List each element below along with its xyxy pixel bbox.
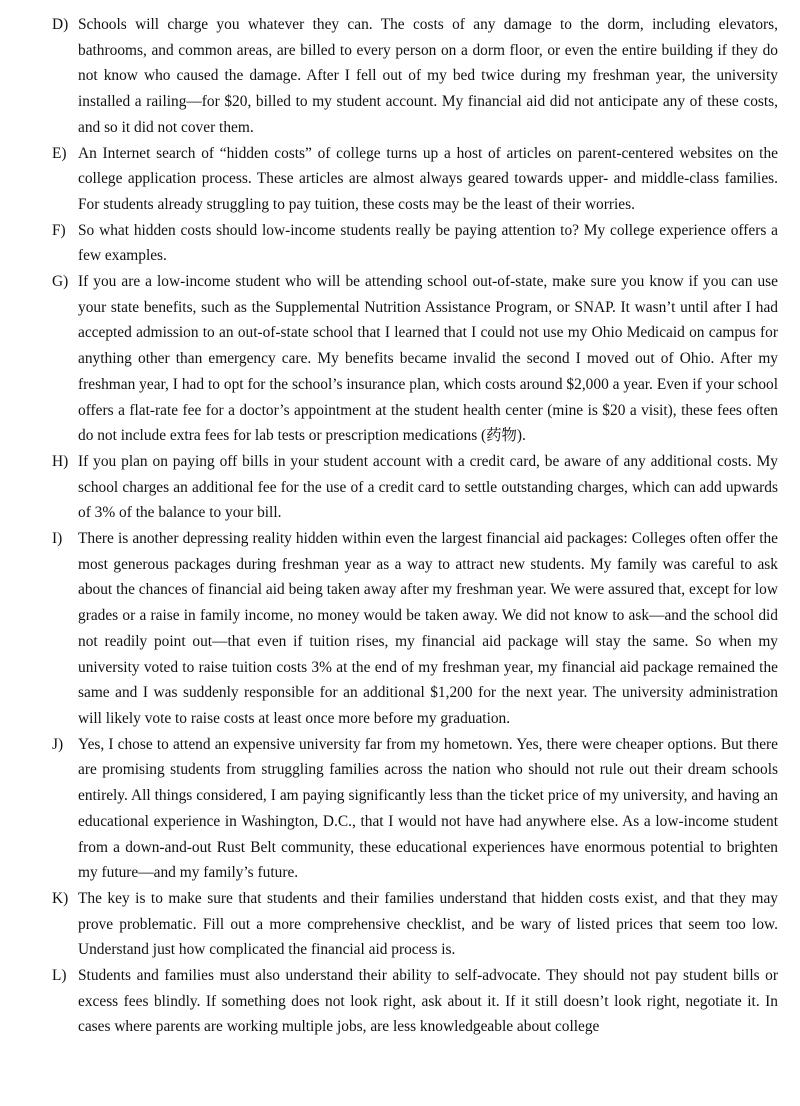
paragraph-text: There is another depressing reality hidden within even the largest financial aid packages: Colleges often offer the most generous packages during freshman year as a way to attract new students. My family was careful to ask about the chances of financial aid being taken away after my freshman year. We were assured that, except for low grades or a raise in family income, no money would be taken away. We did not know to ask—and the school did not readily point out—that even if tuition rises, my financial aid package will stay the same. So when my university voted to raise tuition costs 3% at the end of my freshman year, my financial aid package remained the same and I was suddenly responsible for an additional $1,200 for the next year. The university administration will likely vote to raise costs at least once more before my graduation.: [78, 530, 778, 727]
paragraph-label: D): [52, 16, 69, 33]
paragraph-label: K): [52, 889, 69, 907]
paragraph-j: [52, 732, 778, 886]
paragraph-d: [52, 12, 778, 141]
paragraph-text: Yes, I chose to attend an expensive university far from my hometown. Yes, there were cheaper options. But there are promising students from struggling families across the nation who should not rule out their dream schools entirely. All things considered, I am paying significantly less than the ticket price of my university, and having an educational experience in Washington, D.C., that I would not have had anywhere else. As a low-income student from a down-and-out Rust Belt community, these educational experiences have enormous potential to brighten my future—and my family’s future.: [78, 735, 778, 882]
paragraph-label: J): [52, 735, 64, 753]
paragraph-text: So what hidden costs should low-income students really be paying attention to? My college experience offers a few examples.: [78, 221, 778, 265]
paragraph-text: If you are a low-income student who will be attending school out-of-state, make sure you know if you can use your state benefits, such as the Supplemental Nutrition Assistance Program, or SNAP. It wasn’t until after I had accepted admission to an out-of-state school that I learned that I could not use my Ohio Medicaid on campus for anything other than emergency care. My benefits became invalid the second I moved out of Ohio. After my freshman year, I had to opt for the school’s insurance plan, which costs around $2,000 a year. Even if your school offers a flat-rate fee for a doctor’s appointment at the student health center (mine is $20 a visit), these fees often do not include extra fees for lab tests or prescription medications (药物).: [78, 273, 778, 445]
paragraph-text: Students and families must also understand their ability to self-advocate. They should not pay student bills or excess fees blindly. If something does not look right, ask about it. If it still doesn’t look right, negotiate it. In cases where parents are working multiple jobs, are less knowledgeable about college: [78, 967, 778, 1036]
paragraph-label: E): [52, 144, 67, 162]
paragraph-k: [52, 886, 778, 963]
paragraph-label: I): [52, 530, 63, 548]
paragraph-e: [52, 141, 778, 218]
paragraph-text: The key is to make sure that students and their families understand that hidden costs exist, and that they may prove problematic. Fill out a more comprehensive checklist, and be wary of listed prices that seem too low. Understand just how complicated the financial aid process is.: [78, 889, 778, 959]
paragraph-i: [52, 526, 778, 732]
paragraph-g: [52, 269, 778, 449]
paragraph-label: G): [52, 273, 69, 291]
paragraph-text: An Internet search of “hidden costs” of college turns up a host of articles on parent-centered websites on the college application process. These articles are almost always geared towards upper- and middle-class families. For students already struggling to pay tuition, these costs may be the least of their worries.: [78, 144, 778, 213]
paragraph-label: F): [52, 221, 66, 239]
paragraph-text: Schools will charge you whatever they can. The costs of any damage to the dorm, including elevators, bathrooms, and common areas, are billed to every person on a dorm floor, or even the entire building if they do not know who caused the damage. After I fell out of my bed twice during my freshman year, the university installed a railing—for $20, billed to my student account. My financial aid did not anticipate any of these costs, and so it did not cover them.: [78, 16, 778, 136]
paragraph-h: [52, 449, 778, 526]
paragraph-l: [52, 963, 778, 1040]
paragraph-text: If you plan on paying off bills in your student account with a credit card, be aware of any additional costs. My school charges an additional fee for the use of a credit card to settle outstanding charges, which can add upwards of 3% of the balance to your bill.: [78, 452, 778, 522]
paragraph-label: H): [52, 452, 69, 470]
paragraph-f: [52, 218, 778, 269]
paragraph-label: L): [52, 967, 67, 985]
